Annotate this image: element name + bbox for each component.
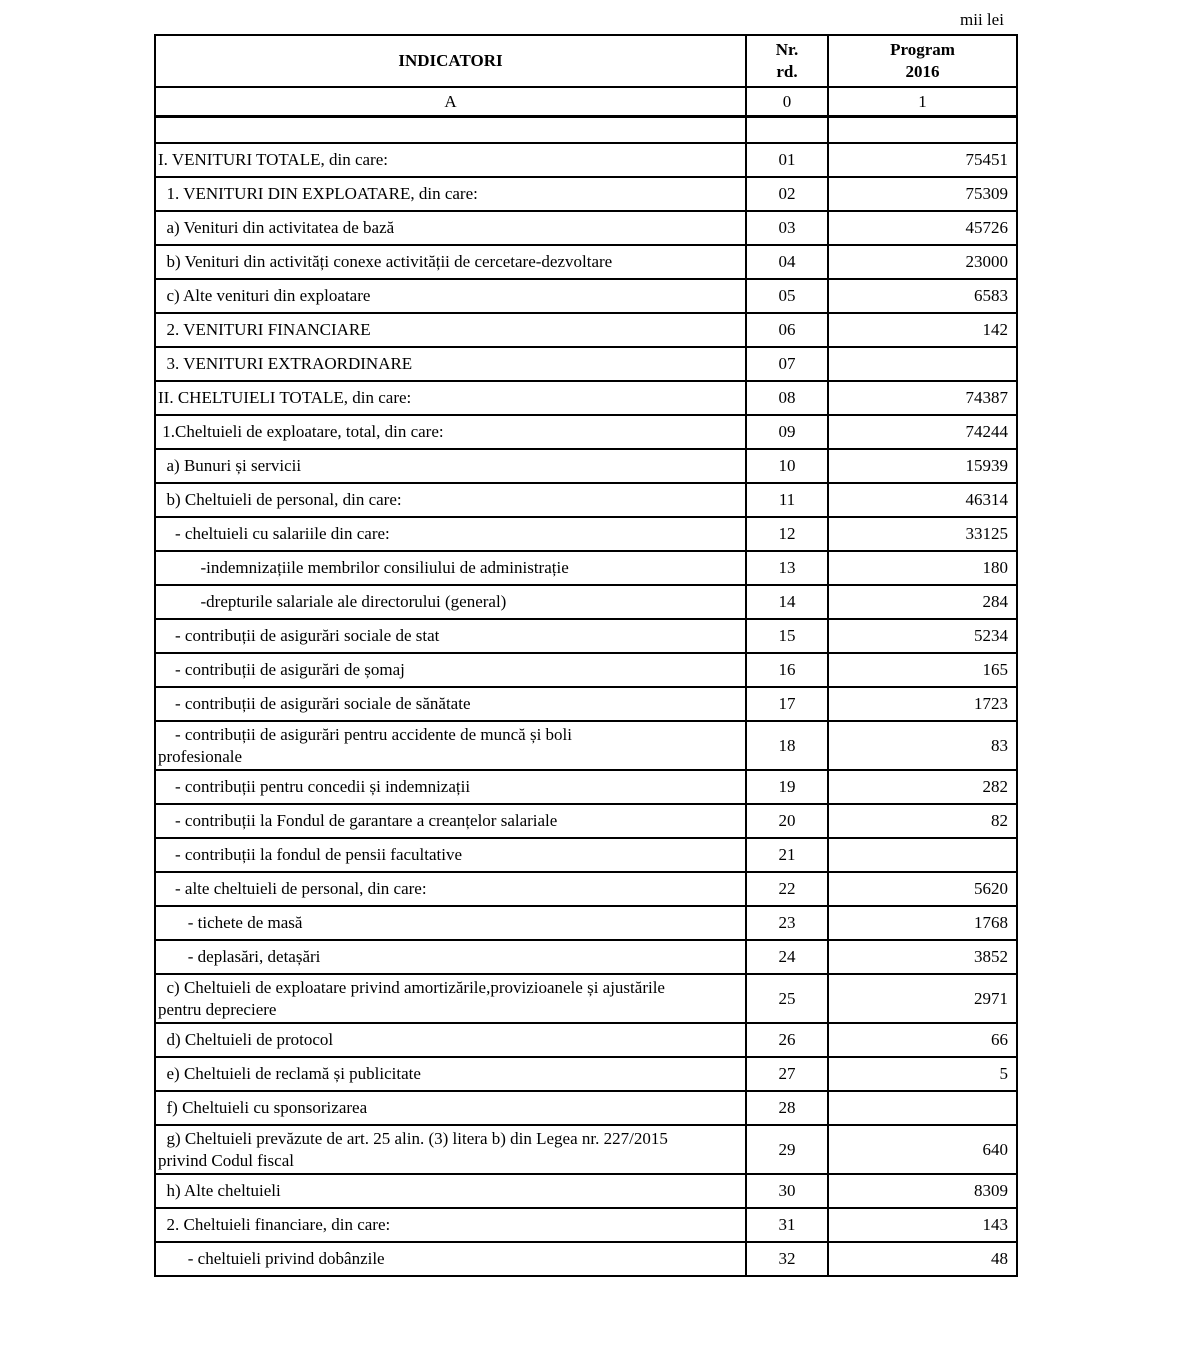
header-program — [828, 35, 1017, 87]
program-value-cell: 282 — [828, 770, 1017, 804]
program-value-cell: 75451 — [828, 143, 1017, 177]
program-value-cell: 284 — [828, 585, 1017, 619]
header-program-line2: 2016 — [905, 62, 940, 81]
column-code-row — [155, 87, 1017, 117]
table-row — [155, 653, 1017, 687]
indicator-cell: - contribuții la Fondul de garantare a creanțelor salariale — [155, 804, 746, 838]
program-value-cell: 143 — [828, 1208, 1017, 1242]
table-row — [155, 906, 1017, 940]
row-number-cell: 07 — [746, 347, 828, 381]
blank-cell — [828, 117, 1017, 144]
indicator-cell: - contribuții la fondul de pensii facultative — [155, 838, 746, 872]
row-number-cell: 24 — [746, 940, 828, 974]
table-row — [155, 449, 1017, 483]
table-row — [155, 517, 1017, 551]
indicator-cell: - contribuții de asigurări pentru accidente de muncă și boli profesionale — [155, 721, 746, 770]
row-number-cell: 30 — [746, 1174, 828, 1208]
table-row — [155, 872, 1017, 906]
table-row — [155, 687, 1017, 721]
indicator-cell: - contribuții pentru concedii și indemnizații — [155, 770, 746, 804]
program-value-cell — [828, 1091, 1017, 1125]
table-row — [155, 974, 1017, 1023]
program-value-cell: 48 — [828, 1242, 1017, 1276]
row-number-cell: 32 — [746, 1242, 828, 1276]
indicator-cell: 3. VENITURI EXTRAORDINARE — [155, 347, 746, 381]
program-value-cell: 74244 — [828, 415, 1017, 449]
row-number-cell: 20 — [746, 804, 828, 838]
row-number-cell: 02 — [746, 177, 828, 211]
program-value-cell: 1768 — [828, 906, 1017, 940]
indicator-cell: c) Alte venituri din exploatare — [155, 279, 746, 313]
indicator-cell: II. CHELTUIELI TOTALE, din care: — [155, 381, 746, 415]
table-row — [155, 143, 1017, 177]
table-body — [155, 143, 1017, 1276]
table-row — [155, 1091, 1017, 1125]
header-nr — [746, 35, 828, 87]
program-value-cell: 1723 — [828, 687, 1017, 721]
table-row — [155, 415, 1017, 449]
header-program-line1: Program — [890, 40, 955, 59]
table-row — [155, 1242, 1017, 1276]
table-row — [155, 585, 1017, 619]
table-row — [155, 770, 1017, 804]
program-value-cell: 74387 — [828, 381, 1017, 415]
indicator-cell: -drepturile salariale ale directorului (general) — [155, 585, 746, 619]
indicator-cell: 1. VENITURI DIN EXPLOATARE, din care: — [155, 177, 746, 211]
table-row — [155, 1125, 1017, 1174]
program-value-cell: 6583 — [828, 279, 1017, 313]
row-number-cell: 28 — [746, 1091, 828, 1125]
indicator-cell: I. VENITURI TOTALE, din care: — [155, 143, 746, 177]
row-number-cell: 16 — [746, 653, 828, 687]
indicator-cell: - contribuții de asigurări de șomaj — [155, 653, 746, 687]
indicator-cell: a) Venituri din activitatea de bază — [155, 211, 746, 245]
program-value-cell: 5620 — [828, 872, 1017, 906]
indicator-cell: h) Alte cheltuieli — [155, 1174, 746, 1208]
table-row — [155, 551, 1017, 585]
program-value-cell: 5234 — [828, 619, 1017, 653]
row-number-cell: 06 — [746, 313, 828, 347]
table-row — [155, 381, 1017, 415]
header-nr-line2: rd. — [776, 62, 798, 81]
row-number-cell: 09 — [746, 415, 828, 449]
row-number-cell: 15 — [746, 619, 828, 653]
row-number-cell: 18 — [746, 721, 828, 770]
program-value-cell: 45726 — [828, 211, 1017, 245]
program-value-cell: 180 — [828, 551, 1017, 585]
column-code-1: 1 — [828, 87, 1017, 117]
row-number-cell: 08 — [746, 381, 828, 415]
blank-cell — [746, 117, 828, 144]
row-number-cell: 17 — [746, 687, 828, 721]
column-code-a: A — [155, 87, 746, 117]
column-code-0: 0 — [746, 87, 828, 117]
indicator-cell: - contribuții de asigurări sociale de stat — [155, 619, 746, 653]
table-row — [155, 211, 1017, 245]
header-indicatori: INDICATORI — [155, 35, 746, 87]
table-row — [155, 313, 1017, 347]
table-row — [155, 483, 1017, 517]
table-row — [155, 804, 1017, 838]
row-number-cell: 21 — [746, 838, 828, 872]
table-row — [155, 619, 1017, 653]
row-number-cell: 01 — [746, 143, 828, 177]
program-value-cell: 83 — [828, 721, 1017, 770]
row-number-cell: 25 — [746, 974, 828, 1023]
table-row — [155, 838, 1017, 872]
row-number-cell: 13 — [746, 551, 828, 585]
program-value-cell: 23000 — [828, 245, 1017, 279]
table-row — [155, 347, 1017, 381]
table-row — [155, 1208, 1017, 1242]
row-number-cell: 05 — [746, 279, 828, 313]
program-value-cell — [828, 347, 1017, 381]
program-value-cell — [828, 838, 1017, 872]
indicator-cell: - tichete de masă — [155, 906, 746, 940]
budget-table — [154, 34, 1018, 1277]
program-value-cell: 165 — [828, 653, 1017, 687]
program-value-cell: 2971 — [828, 974, 1017, 1023]
indicator-cell: 1.Cheltuieli de exploatare, total, din care: — [155, 415, 746, 449]
blank-row — [155, 117, 1017, 144]
row-number-cell: 31 — [746, 1208, 828, 1242]
indicator-cell: d) Cheltuieli de protocol — [155, 1023, 746, 1057]
indicator-cell: - deplasări, detașări — [155, 940, 746, 974]
unit-label: mii lei — [960, 10, 1004, 29]
table-row — [155, 279, 1017, 313]
indicator-cell: g) Cheltuieli prevăzute de art. 25 alin. (3) litera b) din Legea nr. 227/2015 privind Codul fiscal — [155, 1125, 746, 1174]
indicator-cell: 2. VENITURI FINANCIARE — [155, 313, 746, 347]
row-number-cell: 22 — [746, 872, 828, 906]
table-row — [155, 1174, 1017, 1208]
program-value-cell: 75309 — [828, 177, 1017, 211]
indicator-cell: a) Bunuri și servicii — [155, 449, 746, 483]
row-number-cell: 03 — [746, 211, 828, 245]
indicator-cell: -indemnizațiile membrilor consiliului de administrație — [155, 551, 746, 585]
indicator-cell: f) Cheltuieli cu sponsorizarea — [155, 1091, 746, 1125]
row-number-cell: 19 — [746, 770, 828, 804]
indicator-cell: e) Cheltuieli de reclamă și publicitate — [155, 1057, 746, 1091]
table-row — [155, 940, 1017, 974]
row-number-cell: 29 — [746, 1125, 828, 1174]
table-row — [155, 721, 1017, 770]
program-value-cell: 5 — [828, 1057, 1017, 1091]
table-row — [155, 1023, 1017, 1057]
row-number-cell: 26 — [746, 1023, 828, 1057]
program-value-cell: 82 — [828, 804, 1017, 838]
row-number-cell: 10 — [746, 449, 828, 483]
table-row — [155, 1057, 1017, 1091]
indicator-cell: b) Cheltuieli de personal, din care: — [155, 483, 746, 517]
program-value-cell: 3852 — [828, 940, 1017, 974]
row-number-cell: 12 — [746, 517, 828, 551]
program-value-cell: 33125 — [828, 517, 1017, 551]
indicator-cell: - alte cheltuieli de personal, din care: — [155, 872, 746, 906]
indicator-cell: - cheltuieli privind dobânzile — [155, 1242, 746, 1276]
indicator-cell: c) Cheltuieli de exploatare privind amortizările,provizioanele și ajustările pentru depreciere — [155, 974, 746, 1023]
program-value-cell: 66 — [828, 1023, 1017, 1057]
program-value-cell: 640 — [828, 1125, 1017, 1174]
header-row — [155, 35, 1017, 87]
table-row — [155, 177, 1017, 211]
header-nr-line1: Nr. — [775, 40, 799, 59]
blank-cell — [155, 117, 746, 144]
program-value-cell: 8309 — [828, 1174, 1017, 1208]
row-number-cell: 11 — [746, 483, 828, 517]
program-value-cell: 46314 — [828, 483, 1017, 517]
program-value-cell: 15939 — [828, 449, 1017, 483]
indicator-cell: - contribuții de asigurări sociale de sănătate — [155, 687, 746, 721]
row-number-cell: 04 — [746, 245, 828, 279]
row-number-cell: 27 — [746, 1057, 828, 1091]
table-row — [155, 245, 1017, 279]
indicator-cell: 2. Cheltuieli financiare, din care: — [155, 1208, 746, 1242]
indicator-cell: b) Venituri din activități conexe activității de cercetare-dezvoltare — [155, 245, 746, 279]
program-value-cell: 142 — [828, 313, 1017, 347]
row-number-cell: 23 — [746, 906, 828, 940]
row-number-cell: 14 — [746, 585, 828, 619]
indicator-cell: - cheltuieli cu salariile din care: — [155, 517, 746, 551]
